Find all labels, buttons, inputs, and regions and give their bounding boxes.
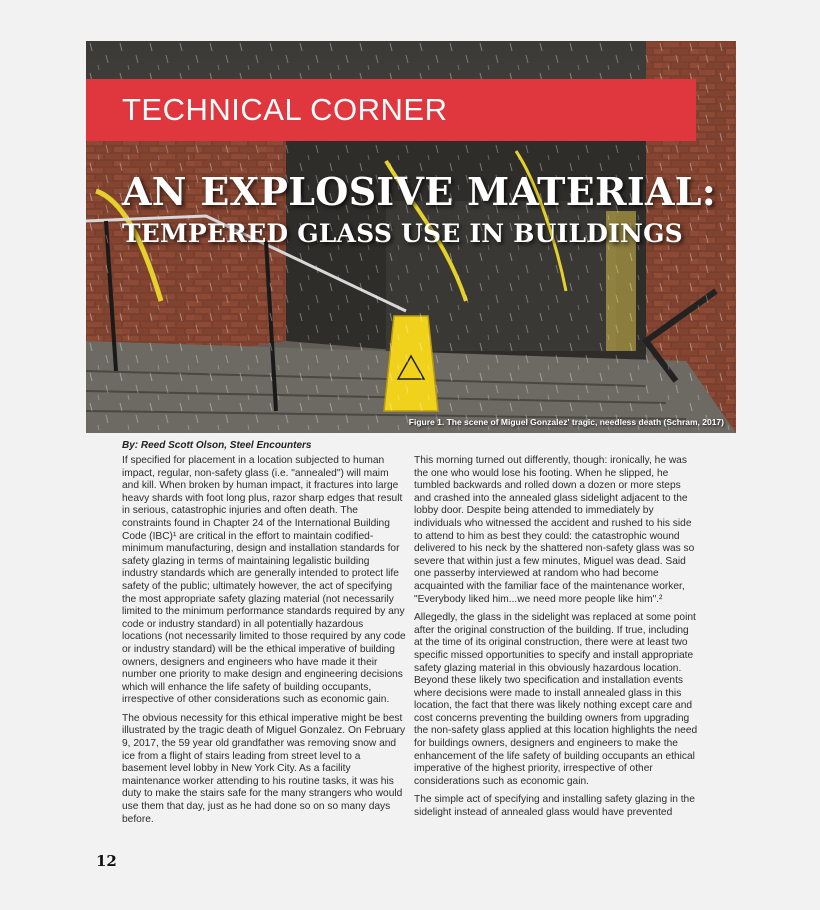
figure-caption: Figure 1. The scene of Miguel Gonzalez' tragic, needless death (Schram, 2017)	[408, 417, 724, 427]
article-headline: AN EXPLOSIVE MATERIAL:	[122, 169, 717, 214]
byline: By: Reed Scott Olson, Steel Encounters	[122, 440, 312, 451]
article-column-left	[122, 455, 406, 832]
paragraph: This morning turned out differently, though: ironically, he was the one who would lose his footing. When he slipped, he tumbled backwards and rolled down a dozen or more steps and crashed into the annealed glass sidelight adjacent to the lobby door. Despite being attended to immediately by individuals who witnessed the accident and rushed to his side to attend to him as best they could: the catastrophic wound delivered to his neck by the shattered non-safety glass was so severe that within just a few minutes, Miguel was dead. Said one passerby interviewed at random who had become acquainted with the familiar face of the maintenance worker, "Everybody liked him...we need more people like him".²	[414, 455, 695, 605]
section-title: TECHNICAL CORNER	[122, 92, 448, 127]
article-subheadline: TEMPERED GLASS USE IN BUILDINGS	[122, 219, 683, 248]
paragraph: The obvious necessity for this ethical imperative might be best illustrated by the tragic death of Miguel Gonzalez. On February 9, 2017, the 59 year old grandfather was removing snow and ice from a flight of stairs leading from street level to a basement level lobby in New York City. As a facility maintenance worker attending to his routine tasks, it was his duty to make the stairs safe for the many strangers who would use them that day, just as he had done so on so many days before.	[122, 712, 406, 825]
paragraph: The simple act of specifying and installing safety glazing in the sidelight instead of annealed glass would have prevented	[414, 794, 695, 819]
page-number: 12	[96, 852, 117, 870]
section-banner	[86, 79, 696, 141]
paragraph: Allegedly, the glass in the sidelight was replaced at some point after the original construction of the building. If true, including at the time of its original construction, there were at least two specific missed opportunities to specify and install appropriate safety glazing material in this obviously hazardous location. Beyond these likely two specification and installation events where decisions were made to install annealed glass in this location, the fact that there was likely nothing except care and cost concerns preventing the building owners from upgrading the non-safety glass applied at this location highlights the need for buildings owners, designers and engineers to make the enhancement of the life safety of building occupants an ethical imperative of the highest priority, irrespective of other considerations such as economic gain.	[414, 612, 698, 787]
hero-photo	[86, 41, 736, 433]
paragraph: If specified for placement in a location subjected to human impact, regular, non-safety glass (i.e. "annealed") will maim and kill. When broken by human impact, it fractures into large heavy shards with foot long plus, razor sharp edges that result in serious, catastrophic injuries and often death. The constraints found in Chapter 24 of the International Building Code (IBC)¹ are critical in the effort to maintain codified-minimum manufacturing, design and installation standards for safety glazing in terms of maintaining legalistic building industry standards which are generally intended to protect life safety of the public; ultimately however, the act of specifying the most appropriate safety glazing material (not necessarily limited to the minimum performance standards required by any code or industry standard) in all potentially hazardous locations (not necessarily limited to those required by any code or industry standard) will be the ethical imperative of building owners, designers and engineers who have made it their number one priority to make design and engineering decisions which will enhance the life safety of building occupants, irrespective of other considerations such as economic gain.	[122, 455, 406, 706]
article-column-right	[414, 455, 698, 826]
